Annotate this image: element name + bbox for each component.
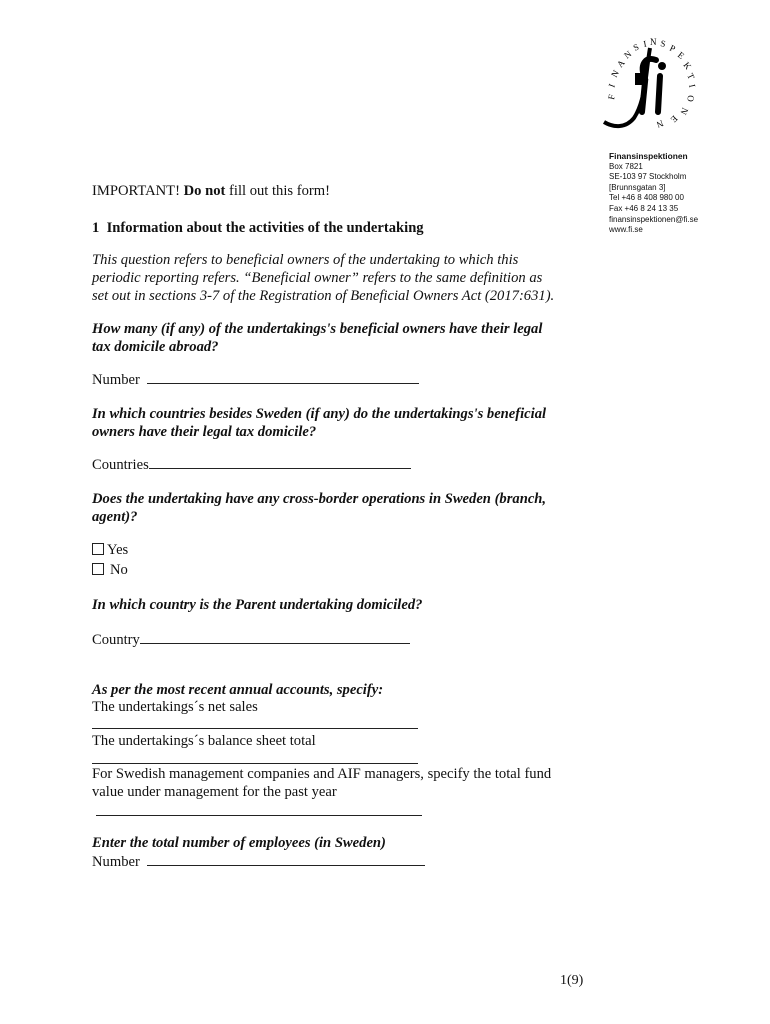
svg-text:S: S bbox=[631, 41, 641, 53]
yes-checkbox[interactable] bbox=[92, 543, 104, 555]
employees-input-line[interactable] bbox=[147, 852, 425, 866]
question-annual-accounts: As per the most recent annual accounts, specify: bbox=[92, 682, 384, 698]
svg-text:E: E bbox=[668, 113, 680, 125]
question-cross-border bbox=[92, 490, 546, 526]
section-heading bbox=[92, 219, 424, 237]
question-line: owners have their legal tax domicile? bbox=[92, 424, 317, 440]
question-line: In which countries besides Sweden (if any) do the undertakings's beneficial bbox=[92, 406, 547, 422]
address-line: Box 7821 bbox=[609, 161, 643, 171]
svg-text:N: N bbox=[622, 48, 634, 61]
net-sales-label: The undertakings´s net sales bbox=[92, 699, 258, 715]
important-note bbox=[92, 182, 330, 200]
svg-text:N: N bbox=[650, 37, 657, 47]
number-field-label: Number bbox=[92, 372, 140, 388]
svg-text:E: E bbox=[675, 49, 687, 61]
finansinspektionen-logo bbox=[594, 30, 706, 142]
employees-field-label: Number bbox=[92, 854, 140, 870]
svg-text:N: N bbox=[609, 68, 621, 79]
svg-text:I: I bbox=[642, 38, 648, 49]
country-field-label: Country bbox=[92, 632, 140, 648]
fund-value-line: value under management for the past year bbox=[92, 784, 337, 800]
important-emphasis: Do not bbox=[183, 183, 226, 199]
option-yes[interactable] bbox=[92, 541, 128, 559]
fund-value-label bbox=[92, 765, 551, 801]
important-suffix: fill out this form! bbox=[225, 183, 330, 199]
countries-field-label: Countries bbox=[92, 457, 149, 473]
question-foreign-owners bbox=[92, 320, 542, 356]
intro-line: This question refers to beneficial owners of the undertaking to which this bbox=[92, 252, 519, 268]
page-number: 1(9) bbox=[560, 973, 584, 988]
question-line: Does the undertaking have any cross-border operations in Sweden (branch, bbox=[92, 491, 547, 507]
section-title: Information about the activities of the undertaking bbox=[106, 220, 424, 236]
svg-text:F: F bbox=[606, 93, 617, 101]
yes-label: Yes bbox=[107, 542, 129, 558]
question-countries bbox=[92, 405, 546, 441]
option-no[interactable] bbox=[92, 561, 128, 579]
question-line: tax domicile abroad? bbox=[92, 339, 219, 355]
svg-text:I: I bbox=[606, 82, 617, 89]
balance-total-input-line[interactable] bbox=[92, 763, 418, 764]
address-block bbox=[609, 151, 698, 236]
phone-line: Tel +46 8 408 980 00 bbox=[609, 193, 684, 203]
question-line: How many (if any) of the undertakings's beneficial owners have their legal bbox=[92, 321, 543, 337]
section-number: 1 bbox=[92, 220, 100, 236]
no-checkbox[interactable] bbox=[92, 563, 104, 575]
countries-input-line[interactable] bbox=[149, 455, 411, 469]
country-input-line[interactable] bbox=[140, 630, 410, 644]
address-line: [Brunnsgatan 3] bbox=[609, 182, 666, 192]
countries-field-row bbox=[92, 455, 411, 474]
svg-text:T: T bbox=[685, 71, 697, 81]
svg-text:A: A bbox=[614, 57, 627, 70]
logo-i-dot bbox=[658, 62, 666, 70]
fund-value-line: For Swedish management companies and AIF managers, specify the total fund bbox=[92, 766, 552, 782]
svg-text:P: P bbox=[668, 42, 677, 54]
employees-field-row bbox=[92, 852, 425, 871]
svg-text:K: K bbox=[681, 60, 694, 72]
question-line: agent)? bbox=[92, 509, 138, 525]
logo-i-stroke bbox=[658, 76, 660, 112]
fund-value-input-line[interactable] bbox=[96, 815, 422, 816]
svg-text:O: O bbox=[685, 94, 696, 103]
no-label: No bbox=[110, 562, 128, 578]
intro-line: periodic reporting refers. “Beneficial owner” refers to the same definition as bbox=[92, 270, 543, 286]
website-line: www.fi.se bbox=[609, 225, 643, 235]
svg-text:N: N bbox=[678, 106, 691, 117]
svg-text:I: I bbox=[687, 83, 698, 89]
country-field-row bbox=[92, 630, 410, 649]
net-sales-input-line[interactable] bbox=[92, 728, 418, 729]
logo-ring-letters bbox=[606, 37, 697, 130]
svg-text:N: N bbox=[655, 118, 665, 130]
org-name: Finansinspektionen bbox=[609, 151, 688, 161]
number-input-line[interactable] bbox=[147, 370, 419, 384]
number-field-row bbox=[92, 370, 419, 389]
email-line: finansinspektionen@fi.se bbox=[609, 214, 699, 224]
address-line: SE-103 97 Stockholm bbox=[609, 172, 687, 182]
important-prefix: IMPORTANT! bbox=[92, 183, 184, 199]
fax-line: Fax +46 8 24 13 35 bbox=[609, 203, 679, 213]
intro-line: set out in sections 3-7 of the Registration of Beneficial Owners Act (2017:631). bbox=[92, 288, 555, 304]
question-employees: Enter the total number of employees (in Sweden) bbox=[92, 835, 386, 851]
intro-paragraph bbox=[92, 251, 554, 305]
balance-total-label: The undertakings´s balance sheet total bbox=[92, 733, 316, 749]
svg-text:S: S bbox=[659, 38, 667, 49]
question-parent-domicile: In which country is the Parent undertaking domiciled? bbox=[92, 597, 423, 613]
